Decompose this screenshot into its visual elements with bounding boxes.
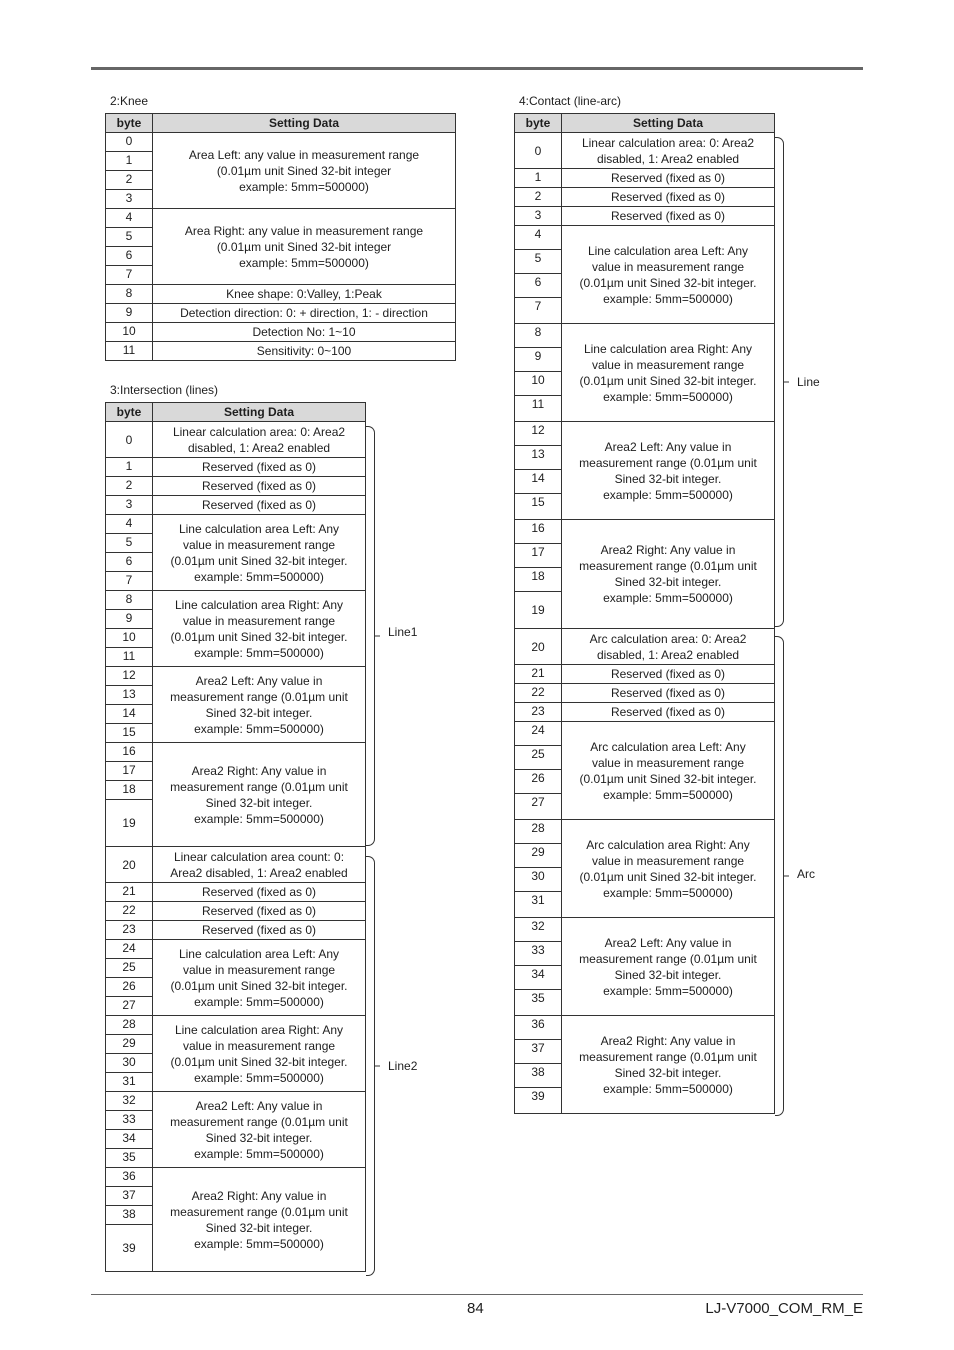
line-left-cell: Line calculation area Left: Any value in measurement range (0.01µm unit Sined 32-bit integer. example: 5mm=500000) (153, 515, 366, 591)
byte-cell: 2 (106, 171, 153, 190)
area2-right-cell: Area2 Right: Any value in measurement range (0.01µm unit Sined 32-bit integer. example: 5mm=500000) (153, 743, 366, 847)
byte-cell: 31 (106, 1073, 153, 1092)
byte-cell: 37 (515, 1040, 562, 1064)
arc-left-cell: Arc calculation area Left: Any value in measurement range (0.01µm unit Sined 32-bit integer. example: 5mm=500000) (562, 722, 775, 820)
byte-cell: 20 (515, 629, 562, 665)
sensitivity-cell: Sensitivity: 0~100 (153, 342, 456, 361)
byte-cell: 5 (106, 534, 153, 553)
byte-cell: 27 (106, 997, 153, 1016)
byte-cell: 4 (515, 226, 562, 250)
byte-cell: 11 (106, 342, 153, 361)
byte-cell: 5 (106, 228, 153, 247)
byte-cell: 25 (106, 959, 153, 978)
line2-label: Line2 (388, 1059, 418, 1073)
byte-cell: 30 (106, 1054, 153, 1073)
line1-brace (366, 426, 375, 846)
reserved-cell: Reserved (fixed as 0) (153, 902, 366, 921)
area2-right-cell: Area2 Right: Any value in measurement range (0.01µm unit Sined 32-bit integer. example: 5mm=500000) (562, 1016, 775, 1114)
line-left-cell: Line calculation area Left: Any value in measurement range (0.01µm unit Sined 32-bit integer. example: 5mm=500000) (153, 940, 366, 1016)
byte-cell: 0 (106, 422, 153, 458)
byte-cell: 12 (106, 667, 153, 686)
linear-area-cell: Linear calculation area: 0: Area2 disabled, 1: Area2 enabled (153, 422, 366, 458)
byte-cell: 38 (515, 1064, 562, 1088)
byte-cell: 27 (515, 794, 562, 820)
line-right-cell: Line calculation area Right: Any value in measurement range (0.01µm unit Sined 32-bit integer. example: 5mm=500000) (562, 324, 775, 422)
arc-right-cell: Arc calculation area Right: Any value in measurement range (0.01µm unit Sined 32-bit integer. example: 5mm=500000) (562, 820, 775, 918)
byte-cell: 5 (515, 250, 562, 274)
byte-cell: 14 (515, 470, 562, 494)
byte-cell: 25 (515, 746, 562, 770)
byte-cell: 28 (515, 820, 562, 844)
linear-area-count-cell: Linear calculation area count: 0: Area2 disabled, 1: Area2 enabled (153, 847, 366, 883)
bottom-rule (91, 1294, 863, 1295)
byte-cell: 15 (515, 494, 562, 520)
byte-cell: 1 (106, 458, 153, 477)
byte-cell: 4 (106, 515, 153, 534)
byte-cell: 0 (515, 133, 562, 169)
arc-label: Arc (797, 867, 815, 881)
byte-cell: 0 (106, 133, 153, 152)
byte-cell: 17 (515, 544, 562, 568)
byte-cell: 32 (106, 1092, 153, 1111)
byte-cell: 9 (106, 610, 153, 629)
byte-cell: 36 (106, 1168, 153, 1187)
header-setting-data: Setting Data (562, 114, 775, 133)
reserved-cell: Reserved (fixed as 0) (562, 207, 775, 226)
reserved-cell: Reserved (fixed as 0) (562, 169, 775, 188)
area2-left-cell: Area2 Left: Any value in measurement range (0.01µm unit Sined 32-bit integer. example: 5mm=500000) (153, 1092, 366, 1168)
byte-cell: 19 (515, 592, 562, 629)
byte-cell: 18 (515, 568, 562, 592)
byte-cell: 10 (515, 372, 562, 396)
document-id: LJ-V7000_COM_RM_E (705, 1300, 863, 1317)
reserved-cell: Reserved (fixed as 0) (153, 883, 366, 902)
byte-cell: 39 (515, 1088, 562, 1114)
byte-cell: 8 (515, 324, 562, 348)
top-rule (91, 67, 863, 70)
reserved-cell: Reserved (fixed as 0) (562, 684, 775, 703)
byte-cell: 8 (106, 591, 153, 610)
byte-cell: 7 (515, 298, 562, 324)
byte-cell: 3 (106, 190, 153, 209)
byte-cell: 1 (515, 169, 562, 188)
reserved-cell: Reserved (fixed as 0) (562, 703, 775, 722)
detection-no-cell: Detection No: 1~10 (153, 323, 456, 342)
byte-cell: 37 (106, 1187, 153, 1206)
line2-brace (366, 856, 375, 1276)
line-right-cell: Line calculation area Right: Any value in measurement range (0.01µm unit Sined 32-bit integer. example: 5mm=500000) (153, 1016, 366, 1092)
byte-cell: 19 (106, 800, 153, 847)
line1-label: Line1 (388, 625, 418, 639)
byte-cell: 31 (515, 892, 562, 918)
intersection-caption: 3:Intersection (lines) (110, 383, 219, 397)
byte-cell: 35 (106, 1149, 153, 1168)
byte-cell: 10 (106, 323, 153, 342)
contact-caption: 4:Contact (line-arc) (519, 94, 622, 108)
byte-cell: 11 (106, 648, 153, 667)
byte-cell: 12 (515, 422, 562, 446)
arc-brace (775, 636, 784, 1116)
linear-area-cell: Linear calculation area: 0: Area2 disabled, 1: Area2 enabled (562, 133, 775, 169)
area2-right-cell: Area2 Right: Any value in measurement range (0.01µm unit Sined 32-bit integer. example: 5mm=500000) (153, 1168, 366, 1272)
page-number: 84 (467, 1300, 484, 1317)
byte-cell: 1 (106, 152, 153, 171)
byte-cell: 26 (106, 978, 153, 997)
byte-cell: 14 (106, 705, 153, 724)
byte-cell: 9 (106, 304, 153, 323)
byte-cell: 29 (515, 844, 562, 868)
line-right-cell: Line calculation area Right: Any value in measurement range (0.01µm unit Sined 32-bit integer. example: 5mm=500000) (153, 591, 366, 667)
byte-cell: 7 (106, 266, 153, 285)
byte-cell: 29 (106, 1035, 153, 1054)
reserved-cell: Reserved (fixed as 0) (153, 921, 366, 940)
byte-cell: 8 (106, 285, 153, 304)
byte-cell: 11 (515, 396, 562, 422)
byte-cell: 34 (106, 1130, 153, 1149)
reserved-cell: Reserved (fixed as 0) (153, 477, 366, 496)
byte-cell: 39 (106, 1225, 153, 1272)
byte-cell: 6 (106, 247, 153, 266)
area2-left-cell: Area2 Left: Any value in measurement range (0.01µm unit Sined 32-bit integer. example: 5mm=500000) (153, 667, 366, 743)
area2-right-cell: Area2 Right: Any value in measurement range (0.01µm unit Sined 32-bit integer. example: 5mm=500000) (562, 520, 775, 629)
byte-cell: 2 (515, 188, 562, 207)
line-left-cell: Line calculation area Left: Any value in measurement range (0.01µm unit Sined 32-bit integer. example: 5mm=500000) (562, 226, 775, 324)
byte-cell: 33 (106, 1111, 153, 1130)
byte-cell: 21 (106, 883, 153, 902)
header-setting-data: Setting Data (153, 403, 366, 422)
byte-cell: 24 (106, 940, 153, 959)
knee-caption: 2:Knee (110, 94, 149, 108)
reserved-cell: Reserved (fixed as 0) (153, 458, 366, 477)
area-right-cell: Area Right: any value in measurement range (0.01µm unit Sined 32-bit integer example: 5mm=500000) (153, 209, 456, 285)
area2-left-cell: Area2 Left: Any value in measurement range (0.01µm unit Sined 32-bit integer. example: 5mm=500000) (562, 918, 775, 1016)
header-byte: byte (515, 114, 562, 133)
byte-cell: 10 (106, 629, 153, 648)
byte-cell: 26 (515, 770, 562, 794)
byte-cell: 6 (515, 274, 562, 298)
byte-cell: 16 (515, 520, 562, 544)
byte-cell: 6 (106, 553, 153, 572)
header-byte: byte (106, 403, 153, 422)
byte-cell: 15 (106, 724, 153, 743)
byte-cell: 2 (106, 477, 153, 496)
line-label: Line (797, 375, 820, 389)
byte-cell: 17 (106, 762, 153, 781)
detection-direction-cell: Detection direction: 0: + direction, 1: - direction (153, 304, 456, 323)
header-byte: byte (106, 114, 153, 133)
area2-left-cell: Area2 Left: Any value in measurement range (0.01µm unit Sined 32-bit integer. example: 5mm=500000) (562, 422, 775, 520)
intersection-table (105, 402, 366, 1272)
header-setting-data: Setting Data (153, 114, 456, 133)
byte-cell: 4 (106, 209, 153, 228)
byte-cell: 33 (515, 942, 562, 966)
byte-cell: 35 (515, 990, 562, 1016)
byte-cell: 28 (106, 1016, 153, 1035)
byte-cell: 13 (106, 686, 153, 705)
byte-cell: 20 (106, 847, 153, 883)
byte-cell: 34 (515, 966, 562, 990)
knee-table (105, 113, 456, 361)
byte-cell: 3 (515, 207, 562, 226)
byte-cell: 16 (106, 743, 153, 762)
reserved-cell: Reserved (fixed as 0) (562, 665, 775, 684)
byte-cell: 23 (106, 921, 153, 940)
byte-cell: 18 (106, 781, 153, 800)
byte-cell: 13 (515, 446, 562, 470)
byte-cell: 22 (106, 902, 153, 921)
reserved-cell: Reserved (fixed as 0) (153, 496, 366, 515)
knee-shape-cell: Knee shape: 0:Valley, 1:Peak (153, 285, 456, 304)
reserved-cell: Reserved (fixed as 0) (562, 188, 775, 207)
contact-table (514, 113, 775, 1114)
arc-area-cell: Arc calculation area: 0: Area2 disabled, 1: Area2 enabled (562, 629, 775, 665)
byte-cell: 21 (515, 665, 562, 684)
byte-cell: 24 (515, 722, 562, 746)
byte-cell: 3 (106, 496, 153, 515)
byte-cell: 32 (515, 918, 562, 942)
byte-cell: 7 (106, 572, 153, 591)
line-brace (775, 137, 784, 627)
byte-cell: 23 (515, 703, 562, 722)
byte-cell: 9 (515, 348, 562, 372)
byte-cell: 36 (515, 1016, 562, 1040)
byte-cell: 30 (515, 868, 562, 892)
area-left-cell: Area Left: any value in measurement range (0.01µm unit Sined 32-bit integer example: 5mm=500000) (153, 133, 456, 209)
byte-cell: 22 (515, 684, 562, 703)
byte-cell: 38 (106, 1206, 153, 1225)
